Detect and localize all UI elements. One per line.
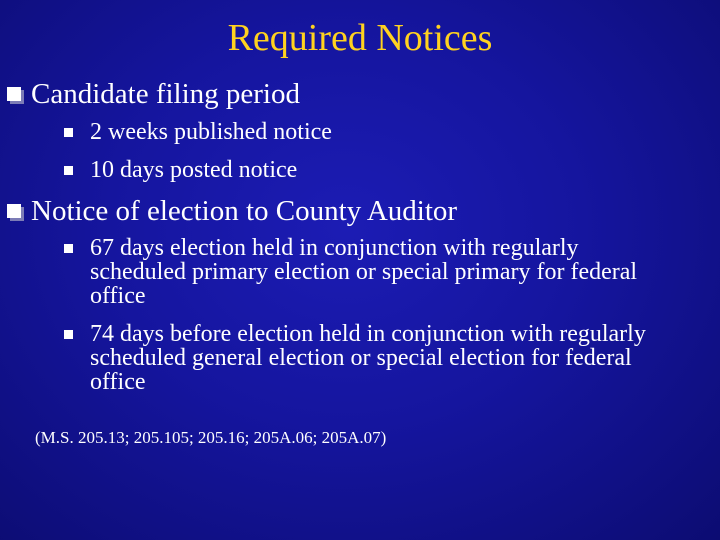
list-item-text: 67 days election held in conjunction with regularly scheduled primary election or special primary for federal office (90, 235, 638, 309)
list-item-text: 10 days posted notice (90, 157, 298, 183)
square-bullet-icon (64, 244, 73, 253)
bullet-heading-row (0, 77, 720, 111)
list-item-text: 74 days before election held in conjunction with regularly scheduled general election or special election for federal office (90, 321, 646, 395)
sub-bullet-list (64, 236, 704, 394)
list-item-text: 2 weeks published notice (90, 119, 332, 145)
square-bullet-icon (64, 330, 73, 339)
square-bullet-icon (64, 128, 73, 137)
square-bullet-icon (64, 166, 73, 175)
hollow-square-bullet-icon (7, 87, 21, 101)
sub-bullet-list (64, 120, 704, 182)
section-candidate-filing (0, 77, 720, 111)
hollow-square-bullet-icon (7, 204, 21, 218)
section-heading: Notice of election to County Auditor (31, 195, 458, 227)
list-item (64, 236, 704, 308)
citation-text: (M.S. 205.13; 205.105; 205.16; 205A.06; 205A.07) (35, 428, 387, 447)
slide-title: Required Notices (227, 17, 493, 59)
list-item (64, 120, 704, 144)
bullet-heading-row (0, 194, 720, 228)
list-item (64, 158, 704, 182)
section-notice-of-election (0, 194, 720, 228)
section-heading: Candidate filing period (31, 78, 300, 110)
list-item (64, 322, 704, 394)
